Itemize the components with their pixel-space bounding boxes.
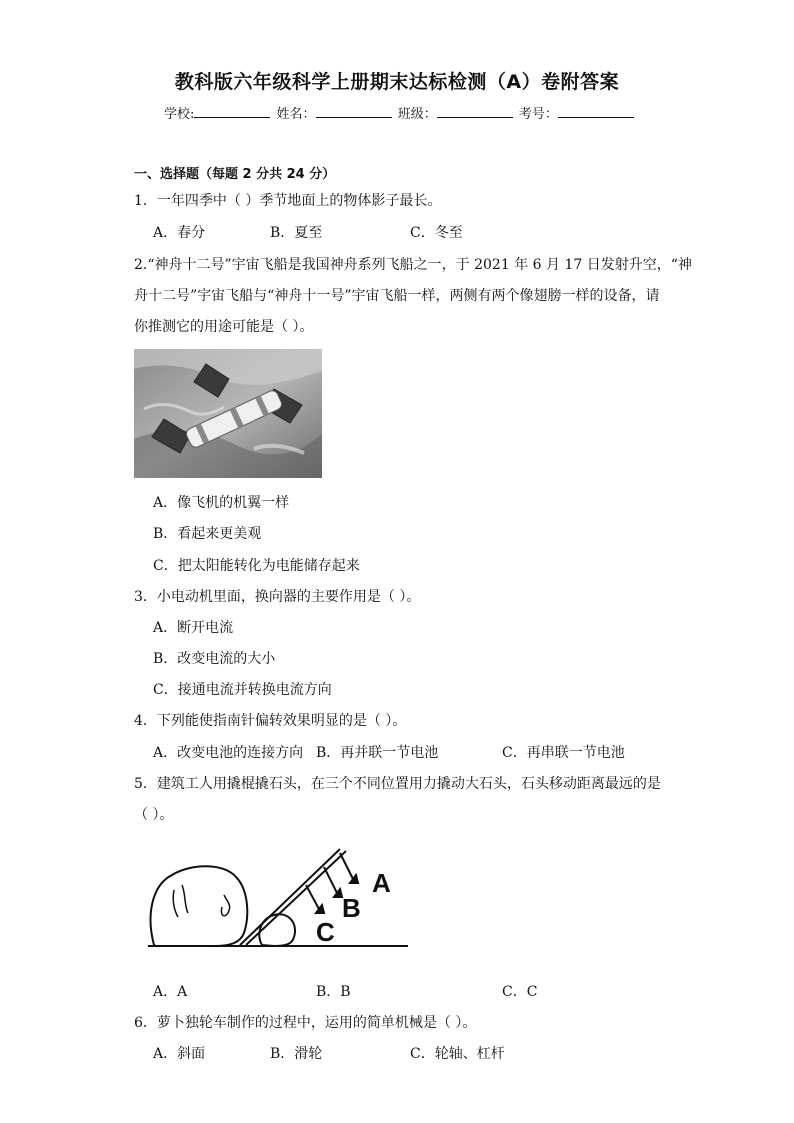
exam-no-label: 考号： — [518, 107, 558, 122]
question-1-stem: 1．一年四季中（ ）季节地面上的物体影子最长。 — [134, 193, 442, 209]
question-5-stem-line-2: （ ）。 — [134, 807, 174, 823]
figure-label-c: C — [316, 917, 335, 947]
name-blank[interactable] — [316, 103, 392, 118]
q3-option-a[interactable]: A．断开电流 — [153, 620, 234, 636]
figure-label-a: A — [372, 868, 391, 898]
q4-option-a[interactable]: A．改变电池的连接方向 — [153, 745, 304, 761]
question-6-stem: 6．萝卜独轮车制作的过程中，运用的简单机械是（ ）。 — [134, 1015, 477, 1031]
question-2-stem-line-1: 2.“神舟十二号”宇宙飞船是我国神舟系列飞船之一，于 2021 年 6 月 17 日发射升空，“神 — [134, 257, 692, 273]
student-info-line — [164, 103, 636, 124]
q5-option-c[interactable]: C．C — [502, 984, 538, 1000]
q2-option-c[interactable]: C．把太阳能转化为电能储存起来 — [153, 558, 360, 574]
school-blank[interactable] — [194, 103, 270, 118]
q2-option-a[interactable]: A．像飞机的机翼一样 — [153, 495, 290, 511]
question-3-stem: 3．小电动机里面，换向器的主要作用是（ ）。 — [134, 589, 421, 605]
question-2-stem-line-3: 你推测它的用途可能是（ ）。 — [134, 319, 314, 335]
q1-option-b[interactable]: B．夏至 — [270, 225, 323, 241]
q3-option-c[interactable]: C．接通电流并转换电流方向 — [153, 682, 332, 698]
lever-diagram — [144, 845, 414, 955]
name-label: 姓名： — [276, 107, 316, 122]
school-label: 学校: — [164, 107, 195, 122]
figure-label-b: B — [342, 893, 361, 923]
q1-option-c[interactable]: C．冬至 — [410, 225, 463, 241]
big-rock-shape — [151, 866, 248, 946]
q1-option-a[interactable]: A．春分 — [153, 225, 206, 241]
class-label: 班级： — [397, 107, 437, 122]
q5-option-a[interactable]: A．A — [153, 984, 188, 1000]
document-title: 教科版六年级科学上册期末达标检测（A）卷附答案 — [174, 71, 620, 93]
question-4-stem: 4．下列能使指南针偏转效果明显的是（ ）。 — [134, 713, 407, 729]
q6-option-c[interactable]: C．轮轴、杠杆 — [410, 1046, 505, 1062]
fulcrum-rock-shape — [259, 914, 295, 946]
q4-option-b[interactable]: B．再并联一节电池 — [316, 745, 439, 761]
q6-option-a[interactable]: A．斜面 — [153, 1046, 206, 1062]
q2-option-b[interactable]: B．看起来更美观 — [153, 526, 262, 542]
exam-no-blank[interactable] — [558, 103, 634, 118]
q5-option-b[interactable]: B．B — [316, 984, 351, 1000]
section-heading: 一、选择题（每题 2 分共 24 分） — [134, 167, 336, 182]
question-5-stem-line-1: 5．建筑工人用撬棍撬石头，在三个不同位置用力撬动大石头，石头移动距离最远的是 — [134, 776, 661, 792]
q6-option-b[interactable]: B．滑轮 — [270, 1046, 323, 1062]
q4-option-c[interactable]: C．再串联一节电池 — [502, 745, 625, 761]
q3-option-b[interactable]: B．改变电流的大小 — [153, 651, 276, 667]
question-2-stem-line-2: 舟十二号”宇宙飞船与“神舟十一号”宇宙飞船一样，两侧有两个像翅膀一样的设备，请 — [134, 288, 660, 304]
class-blank[interactable] — [437, 103, 513, 118]
spacecraft-photo — [134, 349, 322, 478]
